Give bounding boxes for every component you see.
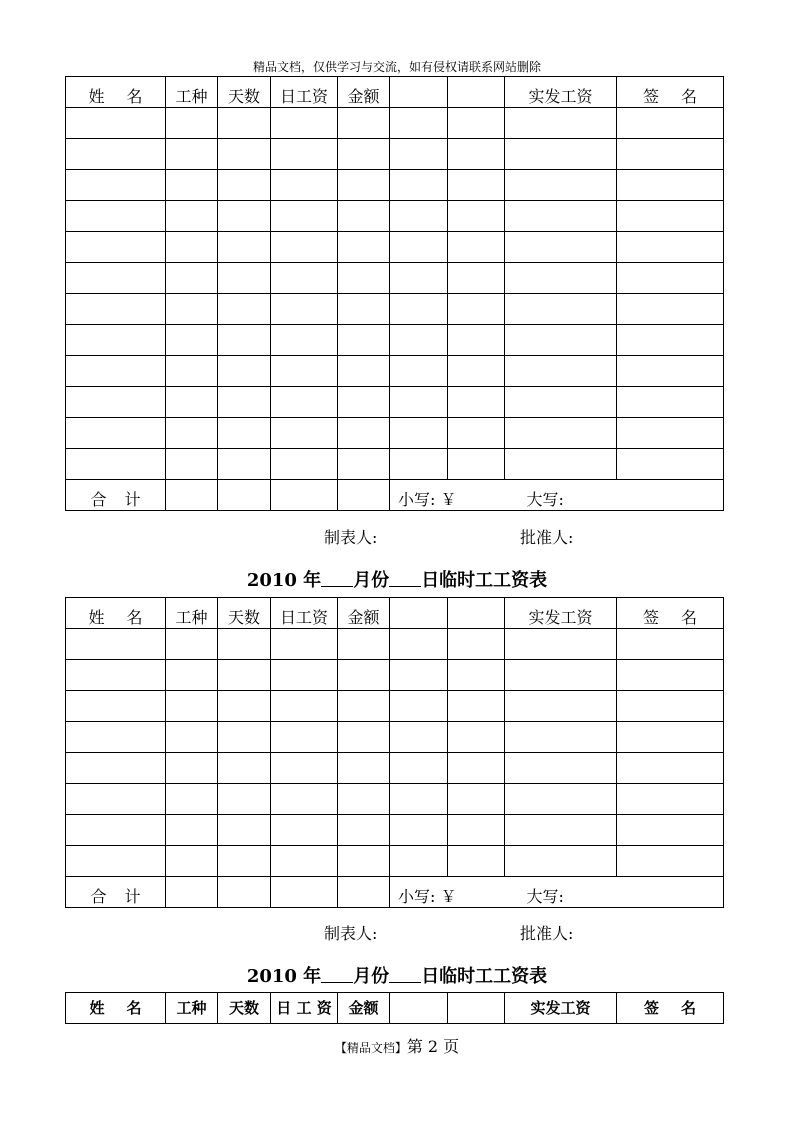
- table-cell[interactable]: [338, 784, 390, 815]
- table-cell[interactable]: [448, 418, 505, 449]
- table-cell[interactable]: [66, 784, 166, 815]
- col-net-pay-header: 实发工资: [505, 77, 617, 108]
- table-cell[interactable]: [505, 263, 617, 294]
- col-blank-header: [448, 993, 505, 1024]
- table-cell[interactable]: [505, 294, 617, 325]
- table-cell[interactable]: [505, 170, 617, 201]
- table-cell[interactable]: [66, 232, 166, 263]
- table-cell[interactable]: [390, 449, 448, 480]
- table-cell[interactable]: [448, 325, 505, 356]
- table-cell[interactable]: [166, 356, 218, 387]
- table-cell[interactable]: [338, 108, 390, 139]
- col-daily-wage-header: 日工资: [271, 77, 338, 108]
- table-cell[interactable]: [448, 815, 505, 846]
- col-days-header: 天数: [218, 77, 271, 108]
- table-cell[interactable]: [271, 294, 338, 325]
- table-cell[interactable]: [617, 108, 724, 139]
- table-cell[interactable]: [66, 629, 166, 660]
- table-cell[interactable]: [617, 629, 724, 660]
- table-cell[interactable]: [218, 201, 271, 232]
- total-cell: [166, 480, 218, 511]
- table-cell[interactable]: [448, 139, 505, 170]
- table-cell[interactable]: [505, 418, 617, 449]
- table-cell[interactable]: [271, 815, 338, 846]
- table-cell[interactable]: [448, 691, 505, 722]
- table-header-row: [66, 993, 724, 1024]
- big-caps-label: 大写:: [526, 887, 564, 906]
- table-cell[interactable]: [390, 387, 448, 418]
- table-cell[interactable]: [218, 722, 271, 753]
- table-cell[interactable]: [390, 294, 448, 325]
- table-cell[interactable]: [271, 201, 338, 232]
- table-cell[interactable]: [617, 263, 724, 294]
- table-row: [66, 784, 724, 815]
- table-row: [66, 846, 724, 877]
- table-cell[interactable]: [218, 660, 271, 691]
- table-cell[interactable]: [448, 232, 505, 263]
- table-cell[interactable]: [448, 722, 505, 753]
- table-cell[interactable]: [271, 846, 338, 877]
- table-cell[interactable]: [617, 784, 724, 815]
- col-name-header: 姓名: [66, 598, 166, 629]
- table-cell[interactable]: [448, 201, 505, 232]
- table-cell[interactable]: [448, 629, 505, 660]
- table-cell[interactable]: [271, 232, 338, 263]
- big-caps-label: 大写:: [526, 490, 564, 509]
- col-trade-header: 工种: [166, 993, 218, 1024]
- table-cell[interactable]: [617, 691, 724, 722]
- table-cell[interactable]: [66, 263, 166, 294]
- table-cell[interactable]: [271, 387, 338, 418]
- table-cell[interactable]: [338, 722, 390, 753]
- wage-table-2: [65, 597, 724, 908]
- col-net-pay-header: 实发工资: [505, 598, 617, 629]
- table-cell[interactable]: [166, 108, 218, 139]
- table-row: [66, 201, 724, 232]
- table-cell[interactable]: [390, 356, 448, 387]
- table-cell[interactable]: [617, 139, 724, 170]
- table-header-row: [66, 598, 724, 629]
- table-cell[interactable]: [448, 387, 505, 418]
- table-cell[interactable]: [338, 629, 390, 660]
- table-cell[interactable]: [390, 418, 448, 449]
- table-row: [66, 387, 724, 418]
- table-cell[interactable]: [66, 846, 166, 877]
- total-cell: [271, 877, 338, 908]
- table-row: [66, 356, 724, 387]
- page-footer: [0, 1034, 794, 1057]
- col-blank-header: [448, 598, 505, 629]
- table-cell[interactable]: [271, 418, 338, 449]
- total-cell: [166, 877, 218, 908]
- table-cell[interactable]: [390, 325, 448, 356]
- table-row: [66, 449, 724, 480]
- table-cell[interactable]: [390, 170, 448, 201]
- table-cell[interactable]: [617, 418, 724, 449]
- table-row: [66, 294, 724, 325]
- table-cell[interactable]: [166, 418, 218, 449]
- table-cell[interactable]: [617, 660, 724, 691]
- col-blank-header: [448, 77, 505, 108]
- table-cell[interactable]: [390, 691, 448, 722]
- table-cell[interactable]: [338, 356, 390, 387]
- table-cell[interactable]: [218, 449, 271, 480]
- total-row: [66, 877, 724, 908]
- table-cell[interactable]: [218, 784, 271, 815]
- table-cell[interactable]: [338, 846, 390, 877]
- table-cell[interactable]: [218, 232, 271, 263]
- table-header-row: [66, 77, 724, 108]
- table-cell[interactable]: [338, 418, 390, 449]
- table-cell[interactable]: [271, 629, 338, 660]
- table-cell[interactable]: [448, 660, 505, 691]
- table-cell[interactable]: [338, 263, 390, 294]
- table-cell[interactable]: [66, 722, 166, 753]
- header-note: 精品文档，仅供学习与交流，如有侵权请联系网站删除: [252, 60, 541, 74]
- table-cell[interactable]: [505, 691, 617, 722]
- table-cell[interactable]: [448, 356, 505, 387]
- table-cell[interactable]: [218, 108, 271, 139]
- col-net-pay-header: 实发工资: [505, 993, 617, 1024]
- table-cell[interactable]: [390, 201, 448, 232]
- table-cell[interactable]: [166, 325, 218, 356]
- table-cell[interactable]: [505, 449, 617, 480]
- col-blank-header: [390, 598, 448, 629]
- table-cell[interactable]: [448, 294, 505, 325]
- col-amount-header: 金额: [338, 993, 390, 1024]
- table-cell[interactable]: [390, 846, 448, 877]
- table-cell[interactable]: [166, 846, 218, 877]
- table-cell[interactable]: [617, 232, 724, 263]
- total-cell: [338, 877, 390, 908]
- total-cell: [338, 480, 390, 511]
- table-cell[interactable]: [218, 325, 271, 356]
- small-caps-label: 小写: ￥: [398, 887, 457, 906]
- table-cell[interactable]: [166, 387, 218, 418]
- table-cell[interactable]: [166, 170, 218, 201]
- table-cell[interactable]: [448, 263, 505, 294]
- table-cell[interactable]: [166, 139, 218, 170]
- table-cell[interactable]: [338, 387, 390, 418]
- approver-label: 批准人:: [520, 924, 574, 943]
- total-label: 合计: [66, 877, 166, 908]
- table-cell[interactable]: [218, 753, 271, 784]
- table-cell[interactable]: [166, 753, 218, 784]
- table-cell[interactable]: [505, 753, 617, 784]
- table-cell[interactable]: [505, 660, 617, 691]
- table-cell[interactable]: [505, 356, 617, 387]
- table-cell[interactable]: [66, 294, 166, 325]
- table-cell[interactable]: [166, 201, 218, 232]
- table-cell[interactable]: [338, 815, 390, 846]
- col-days-header: 天数: [218, 598, 271, 629]
- amount-in-words-cell: [390, 877, 724, 908]
- table-cell[interactable]: [390, 263, 448, 294]
- table-cell[interactable]: [66, 660, 166, 691]
- wage-table-3: [65, 992, 724, 1024]
- table-cell[interactable]: [390, 629, 448, 660]
- table-cell[interactable]: [505, 815, 617, 846]
- table-cell[interactable]: [390, 753, 448, 784]
- table-cell[interactable]: [218, 387, 271, 418]
- table-cell[interactable]: [271, 722, 338, 753]
- table-cell[interactable]: [218, 139, 271, 170]
- table-cell[interactable]: [218, 691, 271, 722]
- table-cell[interactable]: [617, 356, 724, 387]
- col-signature-header: 签名: [617, 993, 724, 1024]
- table-cell[interactable]: [390, 784, 448, 815]
- table-row: [66, 691, 724, 722]
- preparer-label: 制表人:: [324, 528, 378, 547]
- table-cell[interactable]: [218, 294, 271, 325]
- small-caps-label: 小写: ￥: [398, 490, 457, 509]
- table-cell[interactable]: [218, 263, 271, 294]
- table-cell[interactable]: [166, 232, 218, 263]
- table-cell[interactable]: [617, 449, 724, 480]
- table-cell[interactable]: [505, 232, 617, 263]
- col-blank-header: [390, 993, 448, 1024]
- table-cell[interactable]: [66, 170, 166, 201]
- table-cell[interactable]: [617, 294, 724, 325]
- table-cell[interactable]: [448, 784, 505, 815]
- footer-tag: 【精品文档】: [334, 1041, 407, 1055]
- wage-table-1: [65, 76, 724, 511]
- table-cell[interactable]: [218, 418, 271, 449]
- table-row: [66, 418, 724, 449]
- table-cell[interactable]: [166, 784, 218, 815]
- table-cell[interactable]: [271, 784, 338, 815]
- total-row: [66, 480, 724, 511]
- table-cell[interactable]: [338, 232, 390, 263]
- table-cell[interactable]: [617, 753, 724, 784]
- col-trade-header: 工种: [166, 598, 218, 629]
- table-cell[interactable]: [448, 108, 505, 139]
- table-cell[interactable]: [66, 418, 166, 449]
- table-row: [66, 325, 724, 356]
- col-amount-header: 金额: [338, 77, 390, 108]
- table-cell[interactable]: [505, 784, 617, 815]
- approver-label: 批准人:: [520, 528, 574, 547]
- table-cell[interactable]: [66, 815, 166, 846]
- table-title: 2010 年 月份 日临时工工资表: [246, 570, 548, 591]
- table-cell[interactable]: [66, 139, 166, 170]
- table-cell[interactable]: [66, 753, 166, 784]
- col-amount-header: 金额: [338, 598, 390, 629]
- table-cell[interactable]: [617, 170, 724, 201]
- table-cell[interactable]: [617, 846, 724, 877]
- table-cell[interactable]: [338, 139, 390, 170]
- table-cell[interactable]: [218, 170, 271, 201]
- table-cell[interactable]: [617, 387, 724, 418]
- col-trade-header: 工种: [166, 77, 218, 108]
- table-cell[interactable]: [271, 691, 338, 722]
- table-row: [66, 263, 724, 294]
- col-name-header: 姓名: [66, 993, 166, 1024]
- total-label: 合计: [66, 480, 166, 511]
- table-cell[interactable]: [448, 753, 505, 784]
- table-cell[interactable]: [505, 108, 617, 139]
- table-row: [66, 170, 724, 201]
- table-cell[interactable]: [166, 449, 218, 480]
- amount-in-words-cell: [390, 480, 724, 511]
- table-row: [66, 108, 724, 139]
- table-cell[interactable]: [505, 325, 617, 356]
- table-cell[interactable]: [271, 325, 338, 356]
- table-cell[interactable]: [617, 722, 724, 753]
- table-cell[interactable]: [271, 139, 338, 170]
- col-blank-header: [390, 77, 448, 108]
- table-cell[interactable]: [66, 449, 166, 480]
- table-cell[interactable]: [271, 170, 338, 201]
- table-cell[interactable]: [390, 815, 448, 846]
- table-cell[interactable]: [338, 201, 390, 232]
- table-cell[interactable]: [166, 294, 218, 325]
- table-cell[interactable]: [218, 356, 271, 387]
- col-days-header: 天数: [218, 993, 271, 1024]
- table-cell[interactable]: [338, 753, 390, 784]
- total-cell: [218, 480, 271, 511]
- table-cell[interactable]: [66, 691, 166, 722]
- table-cell[interactable]: [448, 170, 505, 201]
- table-cell[interactable]: [218, 629, 271, 660]
- table-cell[interactable]: [166, 691, 218, 722]
- table-cell[interactable]: [617, 815, 724, 846]
- table-row: [66, 629, 724, 660]
- table-cell[interactable]: [66, 387, 166, 418]
- page-number: 第 2 页: [406, 1037, 460, 1056]
- total-cell: [271, 480, 338, 511]
- table-row: [66, 232, 724, 263]
- table-row: [66, 722, 724, 753]
- table-cell[interactable]: [66, 201, 166, 232]
- table-cell[interactable]: [271, 660, 338, 691]
- table-cell[interactable]: [338, 170, 390, 201]
- table-cell[interactable]: [166, 263, 218, 294]
- table-cell[interactable]: [505, 387, 617, 418]
- table-cell[interactable]: [505, 722, 617, 753]
- col-signature-header: 签名: [617, 77, 724, 108]
- col-daily-wage-header: 日 工 资: [271, 993, 338, 1024]
- table-cell[interactable]: [390, 232, 448, 263]
- table-cell[interactable]: [338, 660, 390, 691]
- table-cell[interactable]: [66, 356, 166, 387]
- col-name-header: 姓名: [66, 77, 166, 108]
- total-cell: [218, 877, 271, 908]
- col-daily-wage-header: 日工资: [271, 598, 338, 629]
- table-cell[interactable]: [338, 294, 390, 325]
- table-cell[interactable]: [617, 325, 724, 356]
- table-cell[interactable]: [448, 449, 505, 480]
- table-cell[interactable]: [66, 325, 166, 356]
- table-cell[interactable]: [390, 722, 448, 753]
- table-cell[interactable]: [166, 660, 218, 691]
- table-cell[interactable]: [271, 449, 338, 480]
- table-cell[interactable]: [66, 108, 166, 139]
- table-cell[interactable]: [166, 629, 218, 660]
- col-signature-header: 签名: [617, 598, 724, 629]
- table-cell[interactable]: [271, 263, 338, 294]
- table-cell[interactable]: [218, 815, 271, 846]
- table-cell[interactable]: [505, 201, 617, 232]
- table-cell[interactable]: [271, 108, 338, 139]
- table-cell[interactable]: [390, 660, 448, 691]
- preparer-label: 制表人:: [324, 924, 378, 943]
- table-cell[interactable]: [166, 722, 218, 753]
- table-cell[interactable]: [166, 815, 218, 846]
- table-cell[interactable]: [338, 691, 390, 722]
- table-cell[interactable]: [448, 846, 505, 877]
- table-cell[interactable]: [338, 325, 390, 356]
- table-cell[interactable]: [505, 139, 617, 170]
- table-cell[interactable]: [338, 449, 390, 480]
- table-row: [66, 139, 724, 170]
- table-cell[interactable]: [271, 753, 338, 784]
- table-cell[interactable]: [505, 846, 617, 877]
- table-cell[interactable]: [390, 139, 448, 170]
- table-cell[interactable]: [390, 108, 448, 139]
- table-cell[interactable]: [218, 846, 271, 877]
- table-row: [66, 815, 724, 846]
- table-row: [66, 753, 724, 784]
- table-row: [66, 660, 724, 691]
- table-title: 2010 年 月份 日临时工工资表: [246, 966, 548, 987]
- table-cell[interactable]: [271, 356, 338, 387]
- table-cell[interactable]: [617, 201, 724, 232]
- table-cell[interactable]: [505, 629, 617, 660]
